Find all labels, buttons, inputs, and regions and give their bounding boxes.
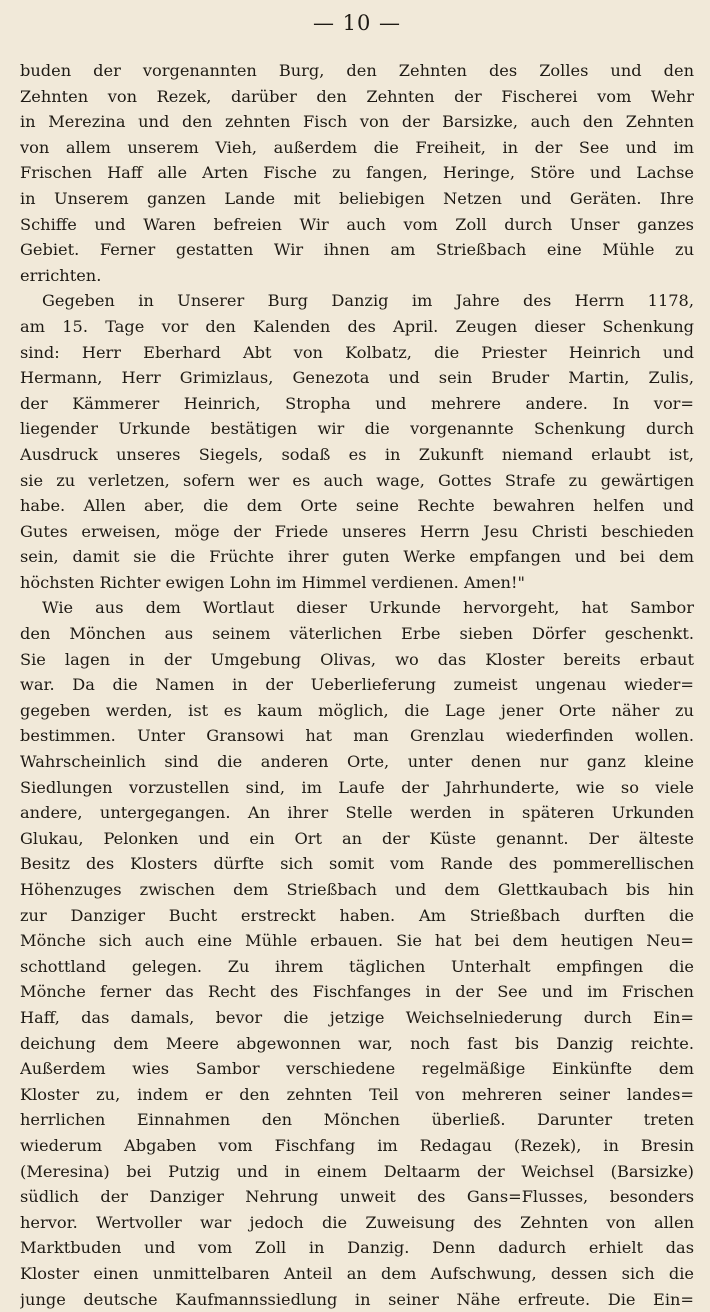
text-line: liegender Urkunde bestätigen wir die vorgenannte Schenkung durch xyxy=(20,416,694,442)
text-line: deichung dem Meere abgewonnen war, noch fast bis Danzig reichte. xyxy=(20,1031,694,1057)
text-line: Wie aus dem Wortlaut dieser Urkunde hervorgeht, hat Sambor xyxy=(20,595,694,621)
text-line: Mönche sich auch eine Mühle erbauen. Sie hat bei dem heutigen Neu= xyxy=(20,928,694,954)
text-line: Gegeben in Unserer Burg Danzig im Jahre des Herrn 1178, xyxy=(20,288,694,314)
text-line: Mönche ferner das Recht des Fischfanges in der See und im Frischen xyxy=(20,979,694,1005)
text-line: der Kämmerer Heinrich, Stropha und mehrere andere. In vor= xyxy=(20,391,694,417)
text-line: hervor. Wertvoller war jedoch die Zuweisung des Zehnten von allen xyxy=(20,1210,694,1236)
text-line: war. Da die Namen in der Ueberlieferung zumeist ungenau wieder= xyxy=(20,672,694,698)
text-line: herrlichen Einnahmen den Mönchen überließ. Darunter treten xyxy=(20,1107,694,1133)
text-line: schottland gelegen. Zu ihrem täglichen Unterhalt empfingen die xyxy=(20,954,694,980)
text-line: in Merezina und den zehnten Fisch von der Barsizke, auch den Zehnten xyxy=(20,109,694,135)
text-line: Siedlungen vorzustellen sind, im Laufe der Jahrhunderte, wie so viele xyxy=(20,775,694,801)
text-line: sein, damit sie die Früchte ihrer guten Werke empfangen und bei dem xyxy=(20,544,694,570)
text-line: Gebiet. Ferner gestatten Wir ihnen am Strießbach eine Mühle zu xyxy=(20,237,694,263)
text-line: zur Danziger Bucht erstreckt haben. Am Strießbach durften die xyxy=(20,903,694,929)
text-line: höchsten Richter ewigen Lohn im Himmel verdienen. Amen!" xyxy=(20,570,694,596)
text-line: südlich der Danziger Nehrung unweit des Gans=Flusses, besonders xyxy=(20,1184,694,1210)
text-line: Haff, das damals, bevor die jetzige Weichselniederung durch Ein= xyxy=(20,1005,694,1031)
text-line: Zehnten von Rezek, darüber den Zehnten der Fischerei vom Wehr xyxy=(20,84,694,110)
text-line: Ausdruck unseres Siegels, sodaß es in Zukunft niemand erlaubt ist, xyxy=(20,442,694,468)
text-line: Marktbuden und vom Zoll in Danzig. Denn dadurch erhielt das xyxy=(20,1235,694,1261)
text-line: am 15. Tage vor den Kalenden des April. Zeugen dieser Schenkung xyxy=(20,314,694,340)
text-line: Kloster zu, indem er den zehnten Teil von mehreren seiner landes= xyxy=(20,1082,694,1108)
text-line: andere, untergegangen. An ihrer Stelle werden in späteren Urkunden xyxy=(20,800,694,826)
text-line: von allem unserem Vieh, außerdem die Freiheit, in der See und im xyxy=(20,135,694,161)
text-line: gegeben werden, ist es kaum möglich, die Lage jener Orte näher zu xyxy=(20,698,694,724)
text-line: Gutes erweisen, möge der Friede unseres Herrn Jesu Christi beschieden xyxy=(20,519,694,545)
text-line: bestimmen. Unter Gransowi hat man Grenzlau wiederfinden wollen. xyxy=(20,723,694,749)
body-text xyxy=(20,58,694,1312)
text-line: Besitz des Klosters dürfte sich somit vom Rande des pommerellischen xyxy=(20,851,694,877)
text-line: Frischen Haff alle Arten Fische zu fangen, Heringe, Störe und Lachse xyxy=(20,160,694,186)
text-line: errichten. xyxy=(20,263,694,289)
text-line: habe. Allen aber, die dem Orte seine Rechte bewahren helfen und xyxy=(20,493,694,519)
text-line: Kloster einen unmittelbaren Anteil an dem Aufschwung, dessen sich die xyxy=(20,1261,694,1287)
text-line: in Unserem ganzen Lande mit beliebigen Netzen und Geräten. Ihre xyxy=(20,186,694,212)
text-line: wiederum Abgaben vom Fischfang im Redagau (Rezek), in Bresin xyxy=(20,1133,694,1159)
text-line: Sie lagen in der Umgebung Olivas, wo das Kloster bereits erbaut xyxy=(20,647,694,673)
text-line: Außerdem wies Sambor verschiedene regelmäßige Einkünfte dem xyxy=(20,1056,694,1082)
text-line: den Mönchen aus seinem väterlichen Erbe sieben Dörfer geschenkt. xyxy=(20,621,694,647)
text-line: Hermann, Herr Grimizlaus, Genezota und sein Bruder Martin, Zulis, xyxy=(20,365,694,391)
text-line: Schiffe und Waren befreien Wir auch vom Zoll durch Unser ganzes xyxy=(20,212,694,238)
text-line: sind: Herr Eberhard Abt von Kolbatz, die Priester Heinrich und xyxy=(20,340,694,366)
text-line: Wahrscheinlich sind die anderen Orte, unter denen nur ganz kleine xyxy=(20,749,694,775)
text-line: (Meresina) bei Putzig und in einem Deltaarm der Weichsel (Barsizke) xyxy=(20,1159,694,1185)
text-line: Glukau, Pelonken und ein Ort an der Küste genannt. Der älteste xyxy=(20,826,694,852)
page-number-header: — 10 — xyxy=(20,8,694,42)
text-line: junge deutsche Kaufmannssiedlung in seiner Nähe erfreute. Die Ein= xyxy=(20,1287,694,1312)
text-line: Höhenzuges zwischen dem Strießbach und dem Glettkaubach bis hin xyxy=(20,877,694,903)
text-line: sie zu verletzen, sofern wer es auch wage, Gottes Strafe zu gewärtigen xyxy=(20,468,694,494)
text-line: buden der vorgenannten Burg, den Zehnten des Zolles und den xyxy=(20,58,694,84)
